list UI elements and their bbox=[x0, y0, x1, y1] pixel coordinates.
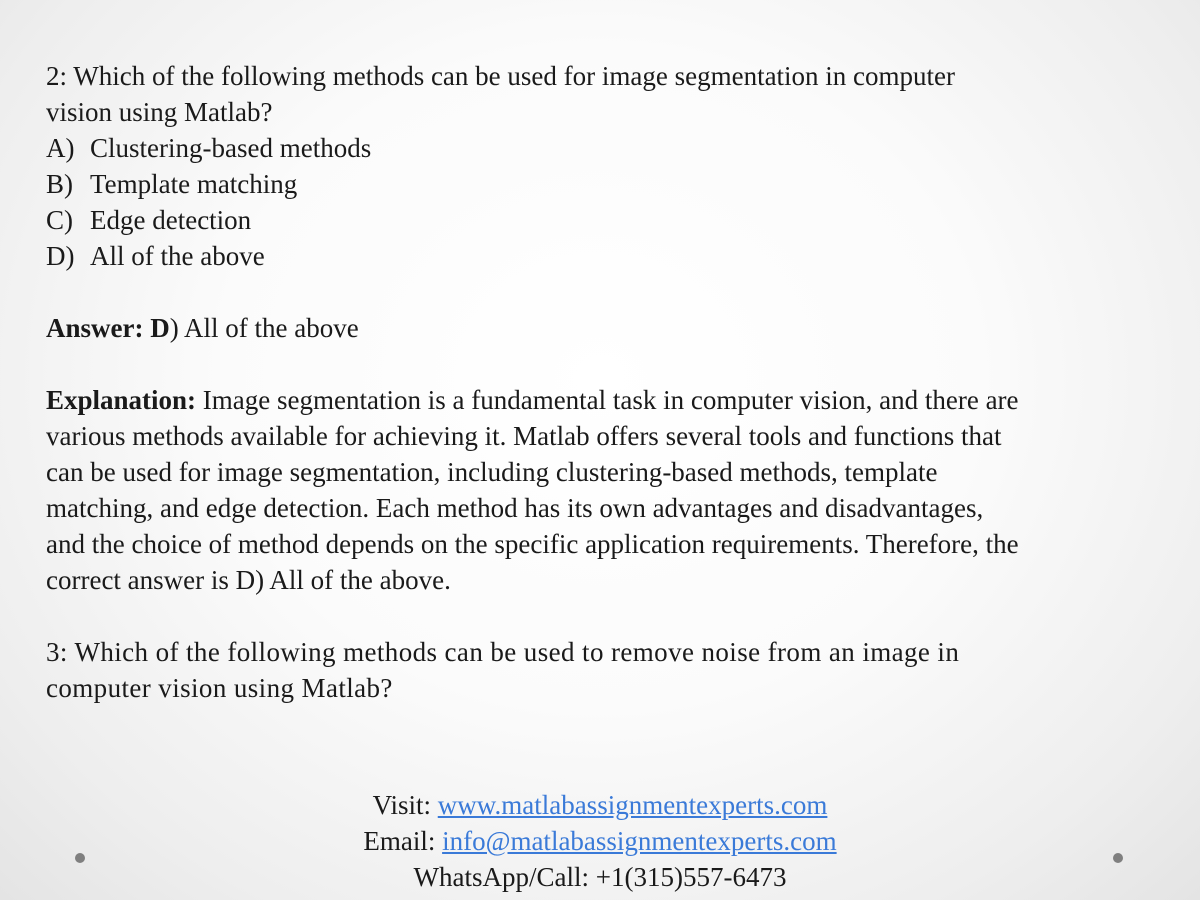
email-link[interactable]: info@matlabassignmentexperts.com bbox=[442, 826, 837, 856]
email-line bbox=[0, 823, 1200, 859]
slide-body bbox=[46, 58, 1156, 706]
explanation-line-3: can be used for image segmentation, including clustering-based methods, template bbox=[46, 457, 938, 487]
answer-text: ) All of the above bbox=[169, 313, 359, 343]
visit-label: Visit: bbox=[372, 790, 438, 820]
spacer bbox=[46, 346, 1156, 382]
explanation-line-1 bbox=[46, 382, 1156, 418]
email-label: Email: bbox=[363, 826, 443, 856]
option-d bbox=[46, 238, 1156, 274]
question-3-line-1: 3: Which of the following methods can be used to remove noise from an image in bbox=[46, 637, 960, 667]
explanation-label: Explanation: bbox=[46, 385, 197, 415]
decorative-dot-right bbox=[1113, 853, 1123, 863]
answer-line bbox=[46, 310, 1156, 346]
website-link[interactable]: www.matlabassignmentexperts.com bbox=[437, 790, 828, 820]
option-a-letter: A) bbox=[46, 133, 75, 163]
explanation-line-2: various methods available for achieving it. Matlab offers several tools and functions that bbox=[46, 421, 1002, 451]
option-c bbox=[46, 202, 1156, 238]
option-d-text: All of the above bbox=[90, 241, 265, 271]
spacer bbox=[46, 274, 1156, 310]
phone-line: WhatsApp/Call: +1(315)557-6473 bbox=[413, 862, 787, 892]
explanation-line-6: correct answer is D) All of the above. bbox=[46, 565, 451, 595]
option-d-letter: D) bbox=[46, 241, 75, 271]
option-b bbox=[46, 166, 1156, 202]
option-b-letter: B) bbox=[46, 169, 73, 199]
spacer bbox=[46, 598, 1156, 634]
footer-contact bbox=[0, 787, 1200, 895]
explanation-line-4: matching, and edge detection. Each method has its own advantages and disadvantages, bbox=[46, 493, 984, 523]
question-2-line-1: 2: Which of the following methods can be used for image segmentation in computer bbox=[46, 61, 956, 91]
option-a bbox=[46, 130, 1156, 166]
question-3-line-2: computer vision using Matlab? bbox=[46, 673, 393, 703]
decorative-dot-left bbox=[75, 853, 85, 863]
answer-label: Answer: D bbox=[46, 313, 170, 343]
option-c-text: Edge detection bbox=[90, 205, 252, 235]
option-b-text: Template matching bbox=[90, 169, 298, 199]
visit-line bbox=[0, 787, 1200, 823]
explanation-text-1: Image segmentation is a fundamental task in computer vision, and there are bbox=[196, 385, 1019, 415]
explanation-line-5: and the choice of method depends on the specific application requirements. Therefore, the bbox=[46, 529, 1019, 559]
question-2-line-2: vision using Matlab? bbox=[46, 97, 273, 127]
option-c-letter: C) bbox=[46, 205, 73, 235]
option-a-text: Clustering-based methods bbox=[90, 133, 372, 163]
